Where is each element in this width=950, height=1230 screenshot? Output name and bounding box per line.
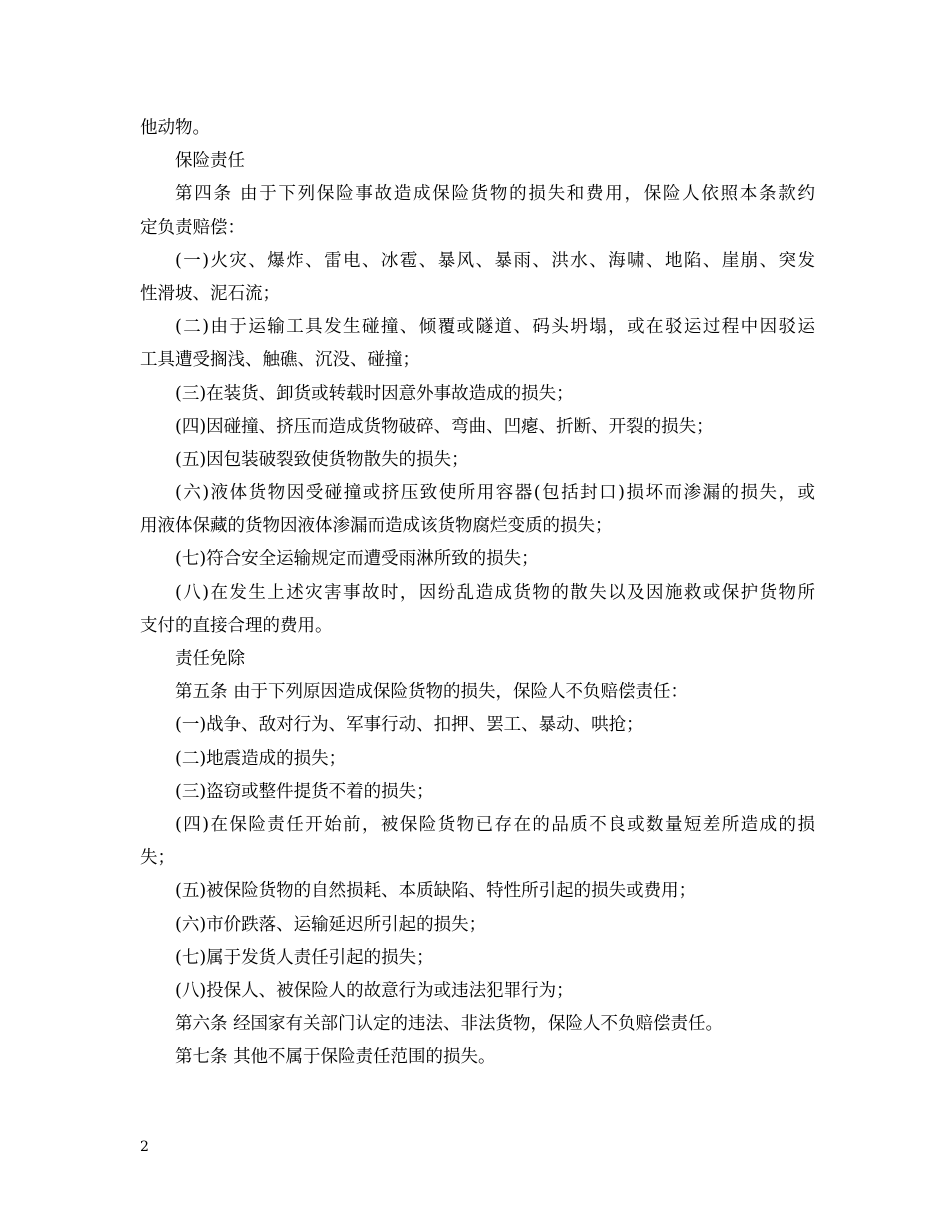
clause-item: (一)战争、敌对行为、军事行动、扣押、罢工、暴动、哄抢； xyxy=(175,715,644,736)
clause-item: (七)符合安全运输规定而遭受雨淋所致的损失； xyxy=(175,549,539,570)
text-line: 支付的直接合理的费用。 xyxy=(140,615,333,636)
section-heading-insurance-liability: 保险责任 xyxy=(175,151,245,172)
article-6-line: 第六条 经国家有关部门认定的违法、非法货物，保险人不负赔偿责任。 xyxy=(175,1014,724,1035)
text-line: 定负责赔偿： xyxy=(140,217,245,238)
article-7-line: 第七条 其他不属于保险责任范围的损失。 xyxy=(175,1047,496,1068)
text-line: 工具遭受搁浅、触礁、沉没、碰撞； xyxy=(140,350,420,371)
article-5-line: 第五条 由于下列原因造成保险货物的损失，保险人不负赔偿责任： xyxy=(175,682,689,703)
clause-item: (六)市价跌落、运输延迟所引起的损失； xyxy=(175,914,487,935)
text-line: 他动物。 xyxy=(140,118,210,138)
text-line: 用液体保藏的货物因液体渗漏而造成该货物腐烂变质的损失； xyxy=(140,516,613,537)
clause-item: (四)在保险责任开始前，被保险货物已存在的品质不良或数量短差所造成的损 xyxy=(175,814,815,835)
clause-item: (三)盗窃或整件提货不着的损失； xyxy=(175,781,434,802)
clause-item: (四)因碰撞、挤压而造成货物破碎、弯曲、凹瘪、折断、开裂的损失； xyxy=(175,416,714,437)
clause-item: (五)因包装破裂致使货物散失的损失； xyxy=(175,449,469,470)
document-body xyxy=(140,112,815,1074)
article-4-line: 第四条 由于下列保险事故造成保险货物的损失和费用，保险人依照本条款约 xyxy=(175,184,815,205)
clause-item: (二)地震造成的损失； xyxy=(175,748,347,769)
clause-item: (八)投保人、被保险人的故意行为或违法犯罪行为； xyxy=(175,980,574,1001)
clause-item: (七)属于发货人责任引起的损失； xyxy=(175,947,434,968)
clause-item: (八)在发生上述灾害事故时，因纷乱造成货物的散失以及因施救或保护货物所 xyxy=(175,582,815,603)
clause-item: (一)火灾、爆炸、雷电、冰雹、暴风、暴雨、洪水、海啸、地陷、崖崩、突发 xyxy=(175,250,815,271)
section-heading-exclusions: 责任免除 xyxy=(175,649,245,669)
text-line: 失； xyxy=(140,848,175,869)
clause-item: (五)被保险货物的自然损耗、本质缺陷、特性所引起的损失或费用； xyxy=(175,881,697,902)
clause-item: (六)液体货物因受碰撞或挤压致使所用容器(包括封口)损坏而渗漏的损失，或 xyxy=(175,483,815,504)
text-line: 性滑坡、泥石流； xyxy=(140,283,280,304)
page-number: 2 xyxy=(140,1139,149,1155)
clause-item: (二)由于运输工具发生碰撞、倾覆或隧道、码头坍塌，或在驳运过程中因驳运 xyxy=(175,317,815,338)
clause-item: (三)在装货、卸货或转载时因意外事故造成的损失； xyxy=(175,383,574,404)
